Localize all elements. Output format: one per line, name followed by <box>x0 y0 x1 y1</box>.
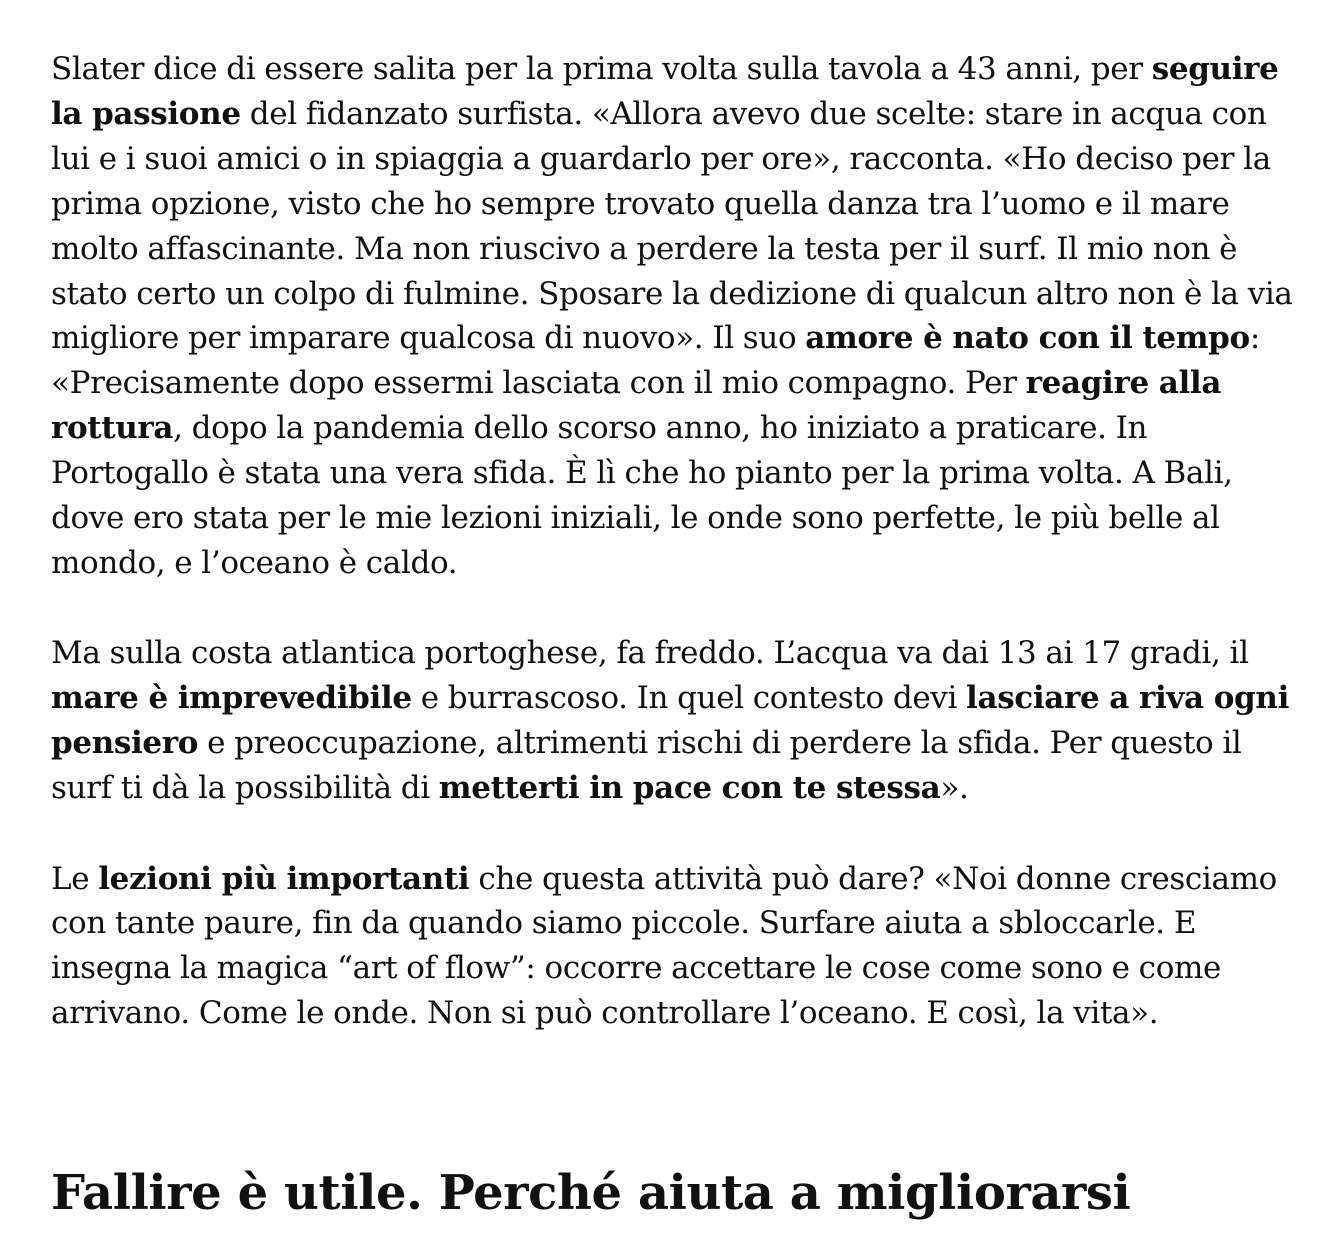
article-body <box>51 47 1296 1036</box>
section-heading: Fallire è utile. Perché aiuta a migliorarsi <box>51 1165 1131 1221</box>
text-run: Ma sulla costa atlantica portoghese, fa freddo. L’acqua va dai 13 ai 17 gradi, il <box>51 634 1249 671</box>
text-run: : «Precisamente dopo essermi lasciata con il mio compagno. Per <box>51 320 1260 402</box>
paragraph <box>51 47 1296 586</box>
text-run: Le <box>51 860 99 897</box>
highlight-text: seguire la passione <box>51 51 1279 132</box>
text-run: del fidanzato surfista. «Allora avevo due scelte: stare in acqua con lui e i suoi amici o in spiaggia a guardarlo per ore», racconta. «Ho deciso per la prima opzione, visto che ho sempre trovato quella danza tra l’uomo e il mare molto affascinante. Ma non riuscivo a perdere la testa per il surf. Il mio non è stato certo un colpo di fulmine. Sposare la dedizione di qualcun altro non è la via migliore per imparare qualcosa di nuovo». Il suo <box>51 95 1293 357</box>
text-run: e preoccupazione, altrimenti rischi di perdere la sfida. Per questo il surf ti dà la possibilità di <box>51 724 1242 806</box>
highlight-text: metterti in pace con te stessa <box>438 769 941 806</box>
text-run: , dopo la pandemia dello scorso anno, ho iniziato a praticare. In Portogallo è stata una vera sfida. È lì che ho pianto per la prima volta. A Bali, dove ero stata per le mie lezioni iniziali, le onde sono perfette, le più belle al mondo, e l’oceano è caldo. <box>51 410 1233 581</box>
paragraph <box>51 857 1296 1037</box>
highlight-text: lezioni più importanti <box>98 860 470 897</box>
text-run: ». <box>940 769 969 806</box>
highlight-text: lasciare a riva ogni pensiero <box>51 679 1289 761</box>
highlight-text: mare è imprevedibile <box>51 679 412 716</box>
highlight-text: amore è nato con il tempo <box>805 320 1250 357</box>
paragraph <box>51 631 1296 811</box>
text-run: e burrascoso. In quel contesto devi <box>411 679 967 716</box>
text-run: che questa attività può dare? «Noi donne cresciamo con tante paure, fin da quando siamo piccole. Surfare aiuta a sbloccarle. E insegna la magica “art of flow”: occorre accettare le cose come sono e come arrivano. Come le onde. Non si può controllare l’oceano. E così, la vita». <box>51 860 1277 1032</box>
text-run: Slater dice di essere salita per la prima volta sulla tavola a 43 anni, per <box>51 51 1152 87</box>
highlight-text: reagire alla rottura <box>51 365 1222 447</box>
